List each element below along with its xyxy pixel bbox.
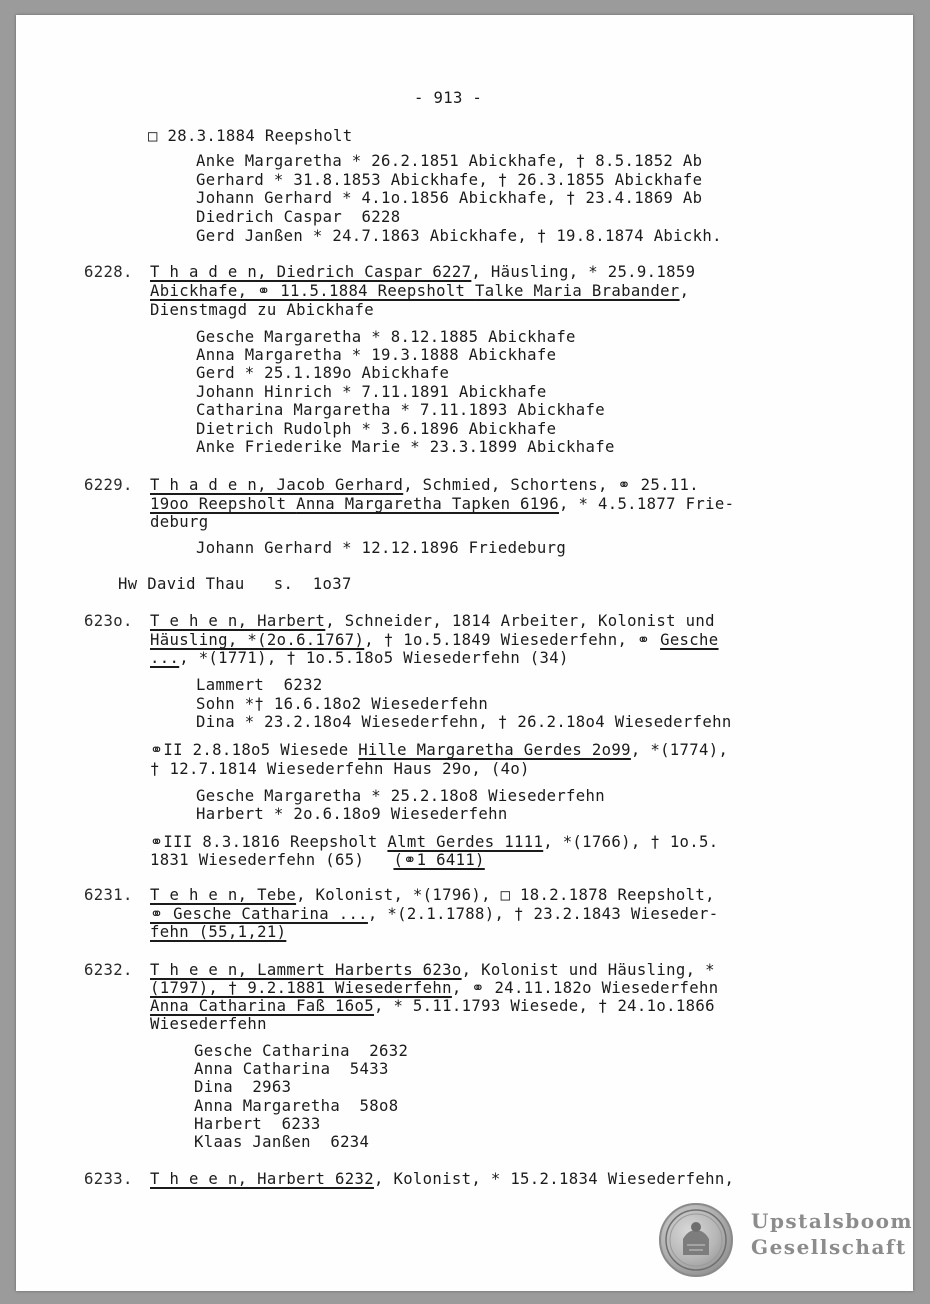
child-entry: Harbert 6233	[194, 1115, 321, 1133]
entry-text: Häusling, *(2o.6.1767)	[150, 631, 365, 649]
document-page	[16, 15, 913, 1291]
entry-number: 6232.	[84, 961, 133, 979]
entry-text: 19oo Reepsholt	[150, 495, 297, 513]
entry-name: T h e e n, Lammert Harberts 623o	[150, 961, 462, 979]
entry-header-line	[150, 263, 695, 281]
entry-text: , *(1771), † 1o.5.18o5 Wiesederfehn (34)	[179, 649, 569, 667]
entry-text: , † 1o.5.1849 Wiesederfehn, ⚭	[364, 631, 661, 649]
entry-text-line	[150, 851, 485, 869]
marriage-line	[150, 741, 728, 759]
child-entry: Gesche Margaretha * 25.2.18o8 Wiesederfehn	[196, 787, 606, 805]
entry-text: , *(1774),	[630, 741, 729, 759]
entry-number: 6228.	[84, 263, 133, 281]
entry-text: , *(1766), † 1o.5.	[543, 833, 719, 851]
entry-text: , Schneider, 1814 Arbeiter, Kolonist und	[325, 612, 715, 630]
entry-header-line	[150, 612, 715, 630]
child-entry: Gerd Janßen * 24.7.1863 Abickhafe, † 19.8.1874 Abickh.	[196, 227, 722, 245]
entry-text-line	[150, 649, 569, 667]
spouse-name: Almt Gerdes 1111	[387, 833, 544, 851]
seal-icon	[659, 1203, 733, 1277]
entry-text: (⚭1 6411)	[393, 851, 485, 869]
spouse-name: ...	[150, 649, 180, 667]
child-entry: Anke Friederike Marie * 23.3.1899 Abickhafe	[196, 438, 615, 456]
child-entry: Catharina Margaretha * 7.11.1893 Abickhafe	[196, 401, 606, 419]
logo-line-1: Upstalsboom	[751, 1209, 913, 1233]
entry-text-line	[150, 631, 719, 649]
entry-text-line	[150, 905, 719, 923]
child-entry: Gerhard * 31.8.1853 Abickhafe, † 26.3.1855 Abickhafe	[196, 171, 703, 189]
entry-text-line: Dienstmagd zu Abickhafe	[150, 301, 374, 319]
child-entry: Johann Gerhard * 4.1o.1856 Abickhafe, † 23.4.1869 Ab	[196, 189, 703, 207]
entry-text-line: † 12.7.1814 Wiesederfehn Haus 29o, (4o)	[150, 760, 530, 778]
spouse-name: Talke Maria Brabander	[475, 282, 680, 300]
entry-text-line	[150, 282, 689, 300]
child-entry: Anke Margaretha * 26.2.1851 Abickhafe, † 8.5.1852 Ab	[196, 152, 703, 170]
entry-text: , * 4.5.1877 Frie-	[559, 495, 735, 513]
child-entry: Johann Gerhard * 12.12.1896 Friedeburg	[196, 539, 567, 557]
entry-text: , Häusling, * 25.9.1859	[471, 263, 696, 281]
cross-reference: Hw David Thau s. 1o37	[118, 575, 352, 593]
entry-text-line: Wiesederfehn	[150, 1015, 267, 1033]
entry-text: Abickhafe, ⚭ 11.5.1884 Reepsholt	[150, 282, 476, 300]
entry-text: fehn (55,1,21)	[150, 923, 287, 941]
marriage-line	[150, 833, 719, 851]
child-entry: Dina * 23.2.18o4 Wiesederfehn, † 26.2.18o4 Wiesederfehn	[196, 713, 732, 731]
entry-name: T h a d e n, Diedrich Caspar 6227	[150, 263, 472, 281]
entry-text: (1797), † 9.2.1881 Wiesederfehn	[150, 979, 452, 997]
entry-text: , Kolonist, *(1796), □ 18.2.1878 Reepsholt,	[296, 886, 715, 904]
entry-text-line	[150, 997, 715, 1015]
entry-name: T e h e n, Harbert	[150, 612, 326, 630]
entry-text: , * 5.11.1793 Wiesede, † 24.1o.1866	[373, 997, 715, 1015]
entry-text-line: deburg	[150, 513, 209, 531]
child-entry: Dietrich Rudolph * 3.6.1896 Abickhafe	[196, 420, 557, 438]
spouse-name: Gesche	[660, 631, 719, 649]
entry-number: 6229.	[84, 476, 133, 494]
entry-name: T h e e n, Harbert 6232	[150, 1170, 374, 1188]
entry-text: , Schmied, Schortens, ⚭ 25.11.	[403, 476, 700, 494]
logo-line-2: Gesellschaft	[751, 1235, 907, 1259]
entry-name: T e h e n, Tebe	[150, 886, 297, 904]
child-entry: Dina 2963	[194, 1078, 292, 1096]
entry-header-line	[150, 886, 715, 904]
entry-text: , Kolonist, * 15.2.1834 Wiesederfehn,	[373, 1170, 735, 1188]
spouse-name: Hille Margaretha Gerdes 2o99	[358, 741, 631, 759]
entry-text-line	[150, 923, 286, 941]
entry-text-line	[150, 495, 734, 513]
entry-header-line	[150, 961, 715, 979]
child-entry: Klaas Janßen 6234	[194, 1133, 370, 1151]
entry-text-line	[150, 979, 719, 997]
child-entry: Gerd * 25.1.189o Abickhafe	[196, 364, 450, 382]
entry-number: 623o.	[84, 612, 133, 630]
entry-header-line	[150, 476, 699, 494]
page-number: - 913 -	[414, 89, 483, 107]
child-entry: Anna Margaretha * 19.3.1888 Abickhafe	[196, 346, 557, 364]
spouse-name: ⚭ Gesche Catharina ...	[150, 905, 368, 923]
entry-header-line	[150, 1170, 734, 1188]
entry-number: 6231.	[84, 886, 133, 904]
burial-line: □ 28.3.1884 Reepsholt	[148, 127, 353, 145]
child-entry: Lammert 6232	[196, 676, 323, 694]
spouse-name: Anna Margaretha Tapken 6196	[296, 495, 560, 513]
child-entry: Sohn *† 16.6.18o2 Wiesederfehn	[196, 695, 489, 713]
child-entry: Diedrich Caspar 6228	[196, 208, 401, 226]
spouse-name: Anna Catharina Faß 16o5	[150, 997, 374, 1015]
entry-name: T h a d e n, Jacob Gerhard	[150, 476, 404, 494]
child-entry: Gesche Catharina 2632	[194, 1042, 409, 1060]
entry-number: 6233.	[84, 1170, 133, 1188]
entry-text: 1831 Wiesederfehn (65)	[150, 851, 394, 869]
entry-text: ⚭II 2.8.18o5 Wiesede	[150, 741, 359, 759]
child-entry: Harbert * 2o.6.18o9 Wiesederfehn	[196, 805, 508, 823]
child-entry: Anna Margaretha 58o8	[194, 1097, 399, 1115]
child-entry: Anna Catharina 5433	[194, 1060, 389, 1078]
entry-text: , *(2.1.1788), † 23.2.1843 Wieseder-	[367, 905, 719, 923]
entry-text: ,	[679, 282, 690, 300]
upstalsboom-logo	[659, 1203, 913, 1283]
entry-text: , Kolonist und Häusling, *	[461, 961, 715, 979]
entry-text: , ⚭ 24.11.182o Wiesederfehn	[451, 979, 719, 997]
entry-text: ⚭III 8.3.1816 Reepsholt	[150, 833, 388, 851]
child-entry: Johann Hinrich * 7.11.1891 Abickhafe	[196, 383, 547, 401]
child-entry: Gesche Margaretha * 8.12.1885 Abickhafe	[196, 328, 576, 346]
